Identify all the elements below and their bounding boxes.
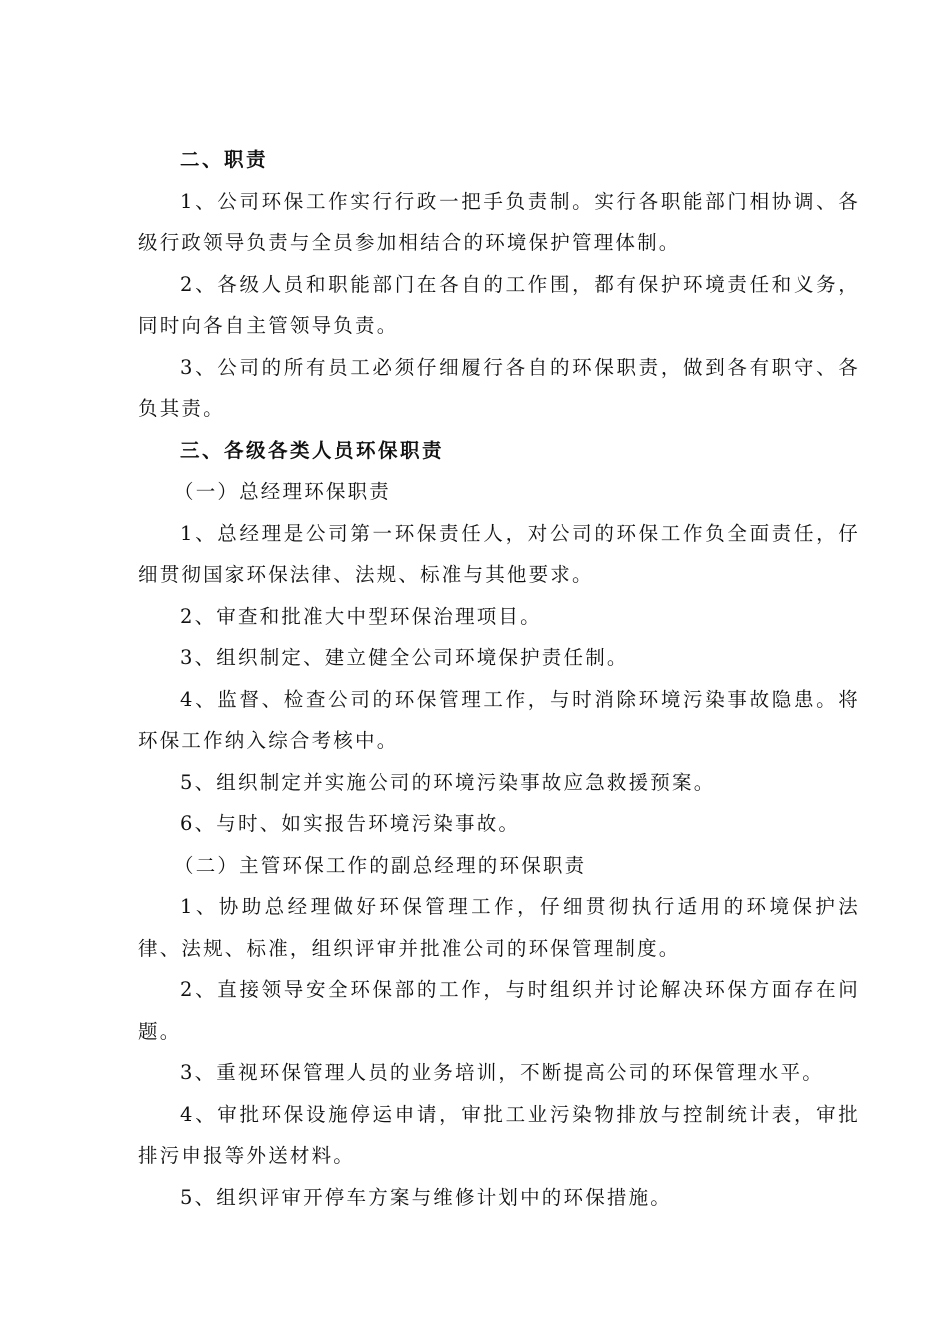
paragraph: 1、总经理是公司第一环保责任人，对公司的环保工作负全面责任，仔细贯彻国家环保法律、法规、标准与其他要求。 xyxy=(138,521,860,586)
document-body xyxy=(138,139,860,1218)
section-heading-duties: 二、职责 xyxy=(180,148,269,171)
paragraph: 6、与时、如实报告环境污染事故。 xyxy=(180,812,521,835)
subsection-heading-deputy-manager: （二）主管环保工作的副总经理的环保职责 xyxy=(174,853,587,877)
paragraph: 3、组织制定、建立健全公司环境保护责任制。 xyxy=(180,646,629,669)
paragraph: 2、直接领导安全环保部的工作，与时组织并讨论解决环保方面存在问题。 xyxy=(138,978,860,1043)
paragraph: 4、监督、检查公司的环保管理工作，与时消除环境污染事故隐患。将环保工作纳入综合考核中。 xyxy=(138,687,860,752)
paragraph: 3、重视环保管理人员的业务培训，不断提高公司的环保管理水平。 xyxy=(180,1061,824,1084)
subsection-heading-general-manager: （一）总经理环保职责 xyxy=(174,480,392,503)
paragraph: 2、审查和批准大中型环保治理项目。 xyxy=(180,604,542,628)
paragraph: 3、公司的所有员工必须仔细履行各自的环保职责，做到各有职守、各负其责。 xyxy=(138,355,860,420)
paragraph: 5、组织制定并实施公司的环境污染事故应急救援预案。 xyxy=(180,770,716,794)
paragraph: 4、审批环保设施停运申请，审批工业污染物排放与控制统计表，审批排污申报等外送材料。 xyxy=(138,1102,860,1167)
paragraph: 1、公司环保工作实行行政一把手负责制。实行各职能部门相协调、各级行政领导负责与全员参加相结合的环境保护管理体制。 xyxy=(138,189,860,254)
paragraph: 5、组织评审开停车方案与维修计划中的环保措施。 xyxy=(180,1185,673,1209)
section-heading-personnel-duties: 三、各级各类人员环保职责 xyxy=(180,438,445,462)
paragraph: 2、各级人员和职能部门在各自的工作围，都有保护环境责任和义务，同时向各自主管领导负责。 xyxy=(138,272,860,337)
paragraph: 1、协助总经理做好环保管理工作，仔细贯彻执行适用的环境保护法律、法规、标准，组织评审并批准公司的环保管理制度。 xyxy=(138,895,860,960)
